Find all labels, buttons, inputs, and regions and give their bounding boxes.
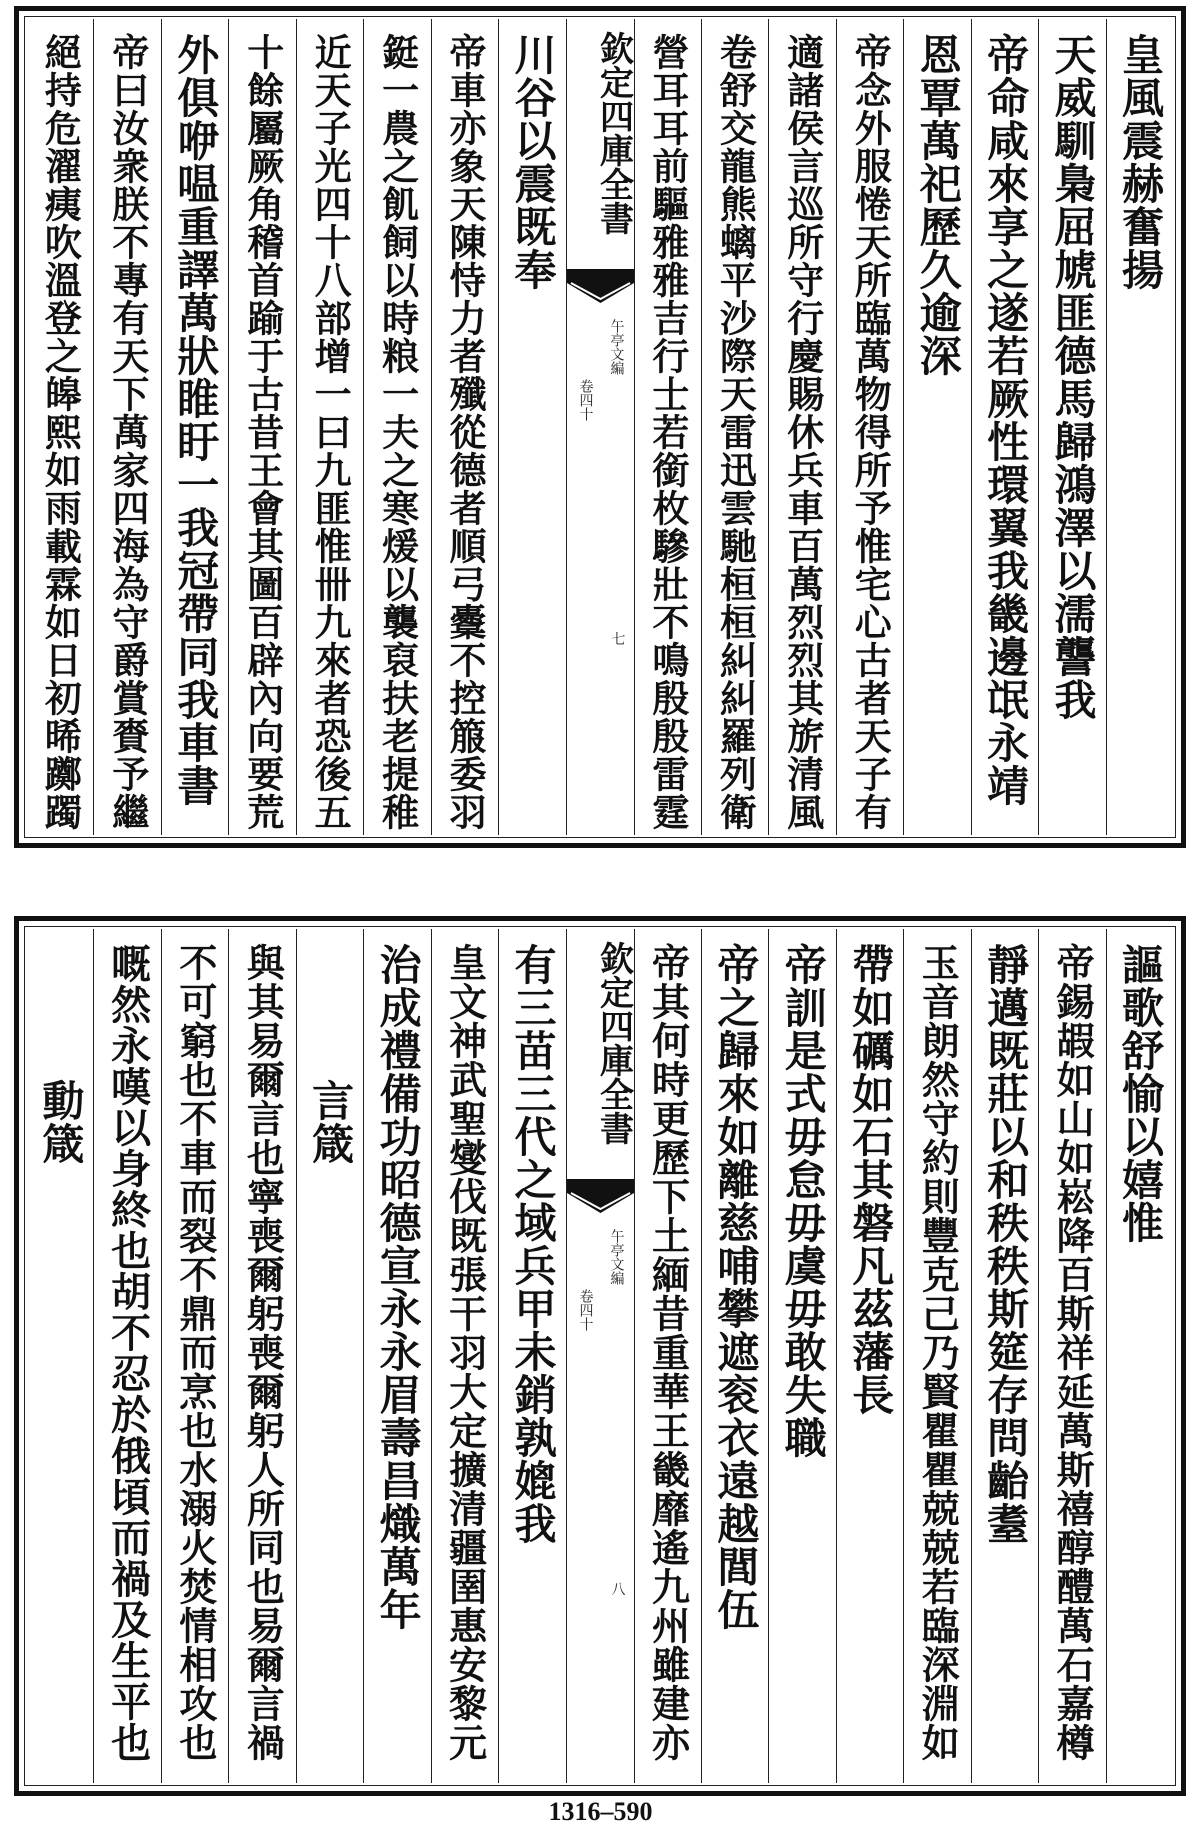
- text-column: [1107, 929, 1173, 1783]
- page-top: [14, 6, 1186, 848]
- text-column: [972, 929, 1039, 1783]
- column-text: 外俱咿嗢重譯萬狀睢盱一我冠帶同我車書: [171, 33, 221, 807]
- column-text: 有三苗三代之域兵甲未銷孰媲我: [508, 943, 558, 1545]
- volume-label: 卷四十: [577, 1289, 594, 1331]
- text-column: [635, 929, 702, 1783]
- column-text: 天威馴梟屈虓匪德馬歸鴻澤以濡讋我: [1048, 33, 1098, 721]
- text-column: [702, 929, 769, 1783]
- column-text: 帝訓是式毋怠毋虞毋敢失職: [778, 943, 828, 1459]
- column-text: 帝念外服惓天所臨萬物得所予惟宅心古者天子有: [848, 33, 893, 831]
- text-column: [499, 929, 566, 1783]
- text-column: [837, 929, 904, 1783]
- text-column: [364, 19, 431, 835]
- text-column: [27, 929, 94, 1783]
- column-text: 帝錫嘏如山如崧降百斯祥延萬斯禧醇醴萬石嘉樽: [1050, 943, 1096, 1762]
- text-column: [162, 19, 229, 835]
- center-margin: [567, 929, 635, 1783]
- text-column: [432, 19, 499, 835]
- section-heading: 言箴: [306, 1079, 356, 1165]
- text-column: [94, 19, 161, 835]
- column-text: 帝之歸來如離慈哺攀遮衮衣遠越閭伍: [711, 943, 761, 1631]
- column-text: 不可窮也不車而裂不鼎而烹也水溺火焚情相攻也: [172, 943, 218, 1762]
- text-column: [1039, 19, 1106, 835]
- center-margin: [567, 19, 635, 835]
- text-column: [904, 929, 971, 1783]
- text-column: [27, 19, 94, 835]
- text-column: [837, 19, 904, 835]
- columns-top: [27, 19, 1173, 835]
- text-column: [297, 929, 364, 1783]
- text-column: [769, 19, 836, 835]
- folio-number: 七: [611, 632, 626, 648]
- column-text: 帶如礪如石其磐凡茲藩長: [846, 943, 896, 1416]
- text-column: [702, 19, 769, 835]
- subtitle: 午亭文編: [608, 1229, 625, 1285]
- text-column: [904, 19, 971, 835]
- column-text: 恩覃萬祀歷久逾深: [913, 33, 963, 377]
- column-text: 卷舒交龍熊螭平沙際天雷迅雲馳桓桓糾糾羅列衛: [713, 33, 758, 831]
- text-column: [769, 929, 836, 1783]
- text-column: [162, 929, 229, 1783]
- column-text: 皇文神武聖燮伐既張干羽大定擴清疆圉惠安黎元: [442, 943, 488, 1762]
- column-text: 帝命咸來享之遂若厥性環翼我畿邊氓永靖: [981, 33, 1031, 807]
- volume-label: 卷四十: [577, 379, 594, 421]
- text-column: [1039, 929, 1106, 1783]
- column-text: 治成禮備功昭德宣永永眉壽昌熾萬年: [373, 943, 423, 1631]
- column-text: 與其易爾言也寧喪爾躬喪爾躬人所同也易爾言禍: [240, 943, 286, 1762]
- text-column: [364, 929, 431, 1783]
- column-text: 玉音朗然守約則豐克己乃賢瞿瞿兢兢若臨深淵如: [915, 943, 961, 1762]
- column-text: 靜邁既莊以和秩秩斯筵存問齝耋: [981, 943, 1031, 1545]
- subtitle: 午亭文編: [608, 319, 625, 375]
- column-text: 嘅然永嘆以身終也胡不忍於俄頃而禍及生平也: [104, 943, 152, 1763]
- section-heading: 動箴: [36, 1079, 86, 1165]
- column-text: 皇風震赫奮揚: [1115, 33, 1165, 291]
- column-text: 川谷以震既奉: [508, 33, 558, 291]
- column-text: 近天子光四十八部增一曰九匪惟卌九來者恐後五: [308, 33, 353, 831]
- text-column: [229, 929, 296, 1783]
- text-column: [972, 19, 1039, 835]
- column-text: 帝車亦象天陳恃力者殲從德者順弓櫜不控箙委羽: [443, 33, 488, 831]
- book-title: 欽定四庫全書: [593, 941, 634, 1145]
- column-text: 鋌一農之飢飼以時粮一夫之寒煖以襲裒扶老提稚: [375, 33, 420, 831]
- text-column: [499, 19, 566, 835]
- text-column: [229, 19, 296, 835]
- text-column: [1107, 19, 1173, 835]
- fish-tail-mark-icon: [567, 269, 634, 309]
- page-caption: 1316–590: [548, 1797, 653, 1826]
- text-column: [635, 19, 702, 835]
- book-title: 欽定四庫全書: [593, 31, 634, 235]
- column-text: 謳歌舒愉以嬉惟: [1115, 943, 1165, 1244]
- text-column: [94, 929, 161, 1783]
- page-bottom: [14, 916, 1186, 1796]
- column-text: 絕持危濯痍吹溫登之皞熙如雨載霖如日初晞躑躅: [38, 33, 83, 831]
- text-column: [297, 19, 364, 835]
- column-text: 帝其何時更歷下土緬昔重華王畿靡遙九州雖建亦: [645, 943, 691, 1762]
- column-text: 十餘屬厥角稽首踰于古昔王會其圖百辟內向要荒: [240, 33, 285, 831]
- text-column: [432, 929, 499, 1783]
- fish-tail-mark-icon: [567, 1179, 634, 1219]
- folio-number: 八: [611, 1582, 626, 1598]
- columns-bottom: [27, 929, 1173, 1783]
- column-text: 帝曰汝衆朕不專有天下萬家四海為守爵賞賚予繼: [105, 33, 150, 831]
- column-text: 營耳耳前驅雅雅吉行士若銜枚驂壯不鳴殷殷雷霆: [645, 33, 690, 831]
- column-text: 適諸侯言巡所守行慶賜休兵車百萬烈烈其旂清風: [780, 33, 825, 831]
